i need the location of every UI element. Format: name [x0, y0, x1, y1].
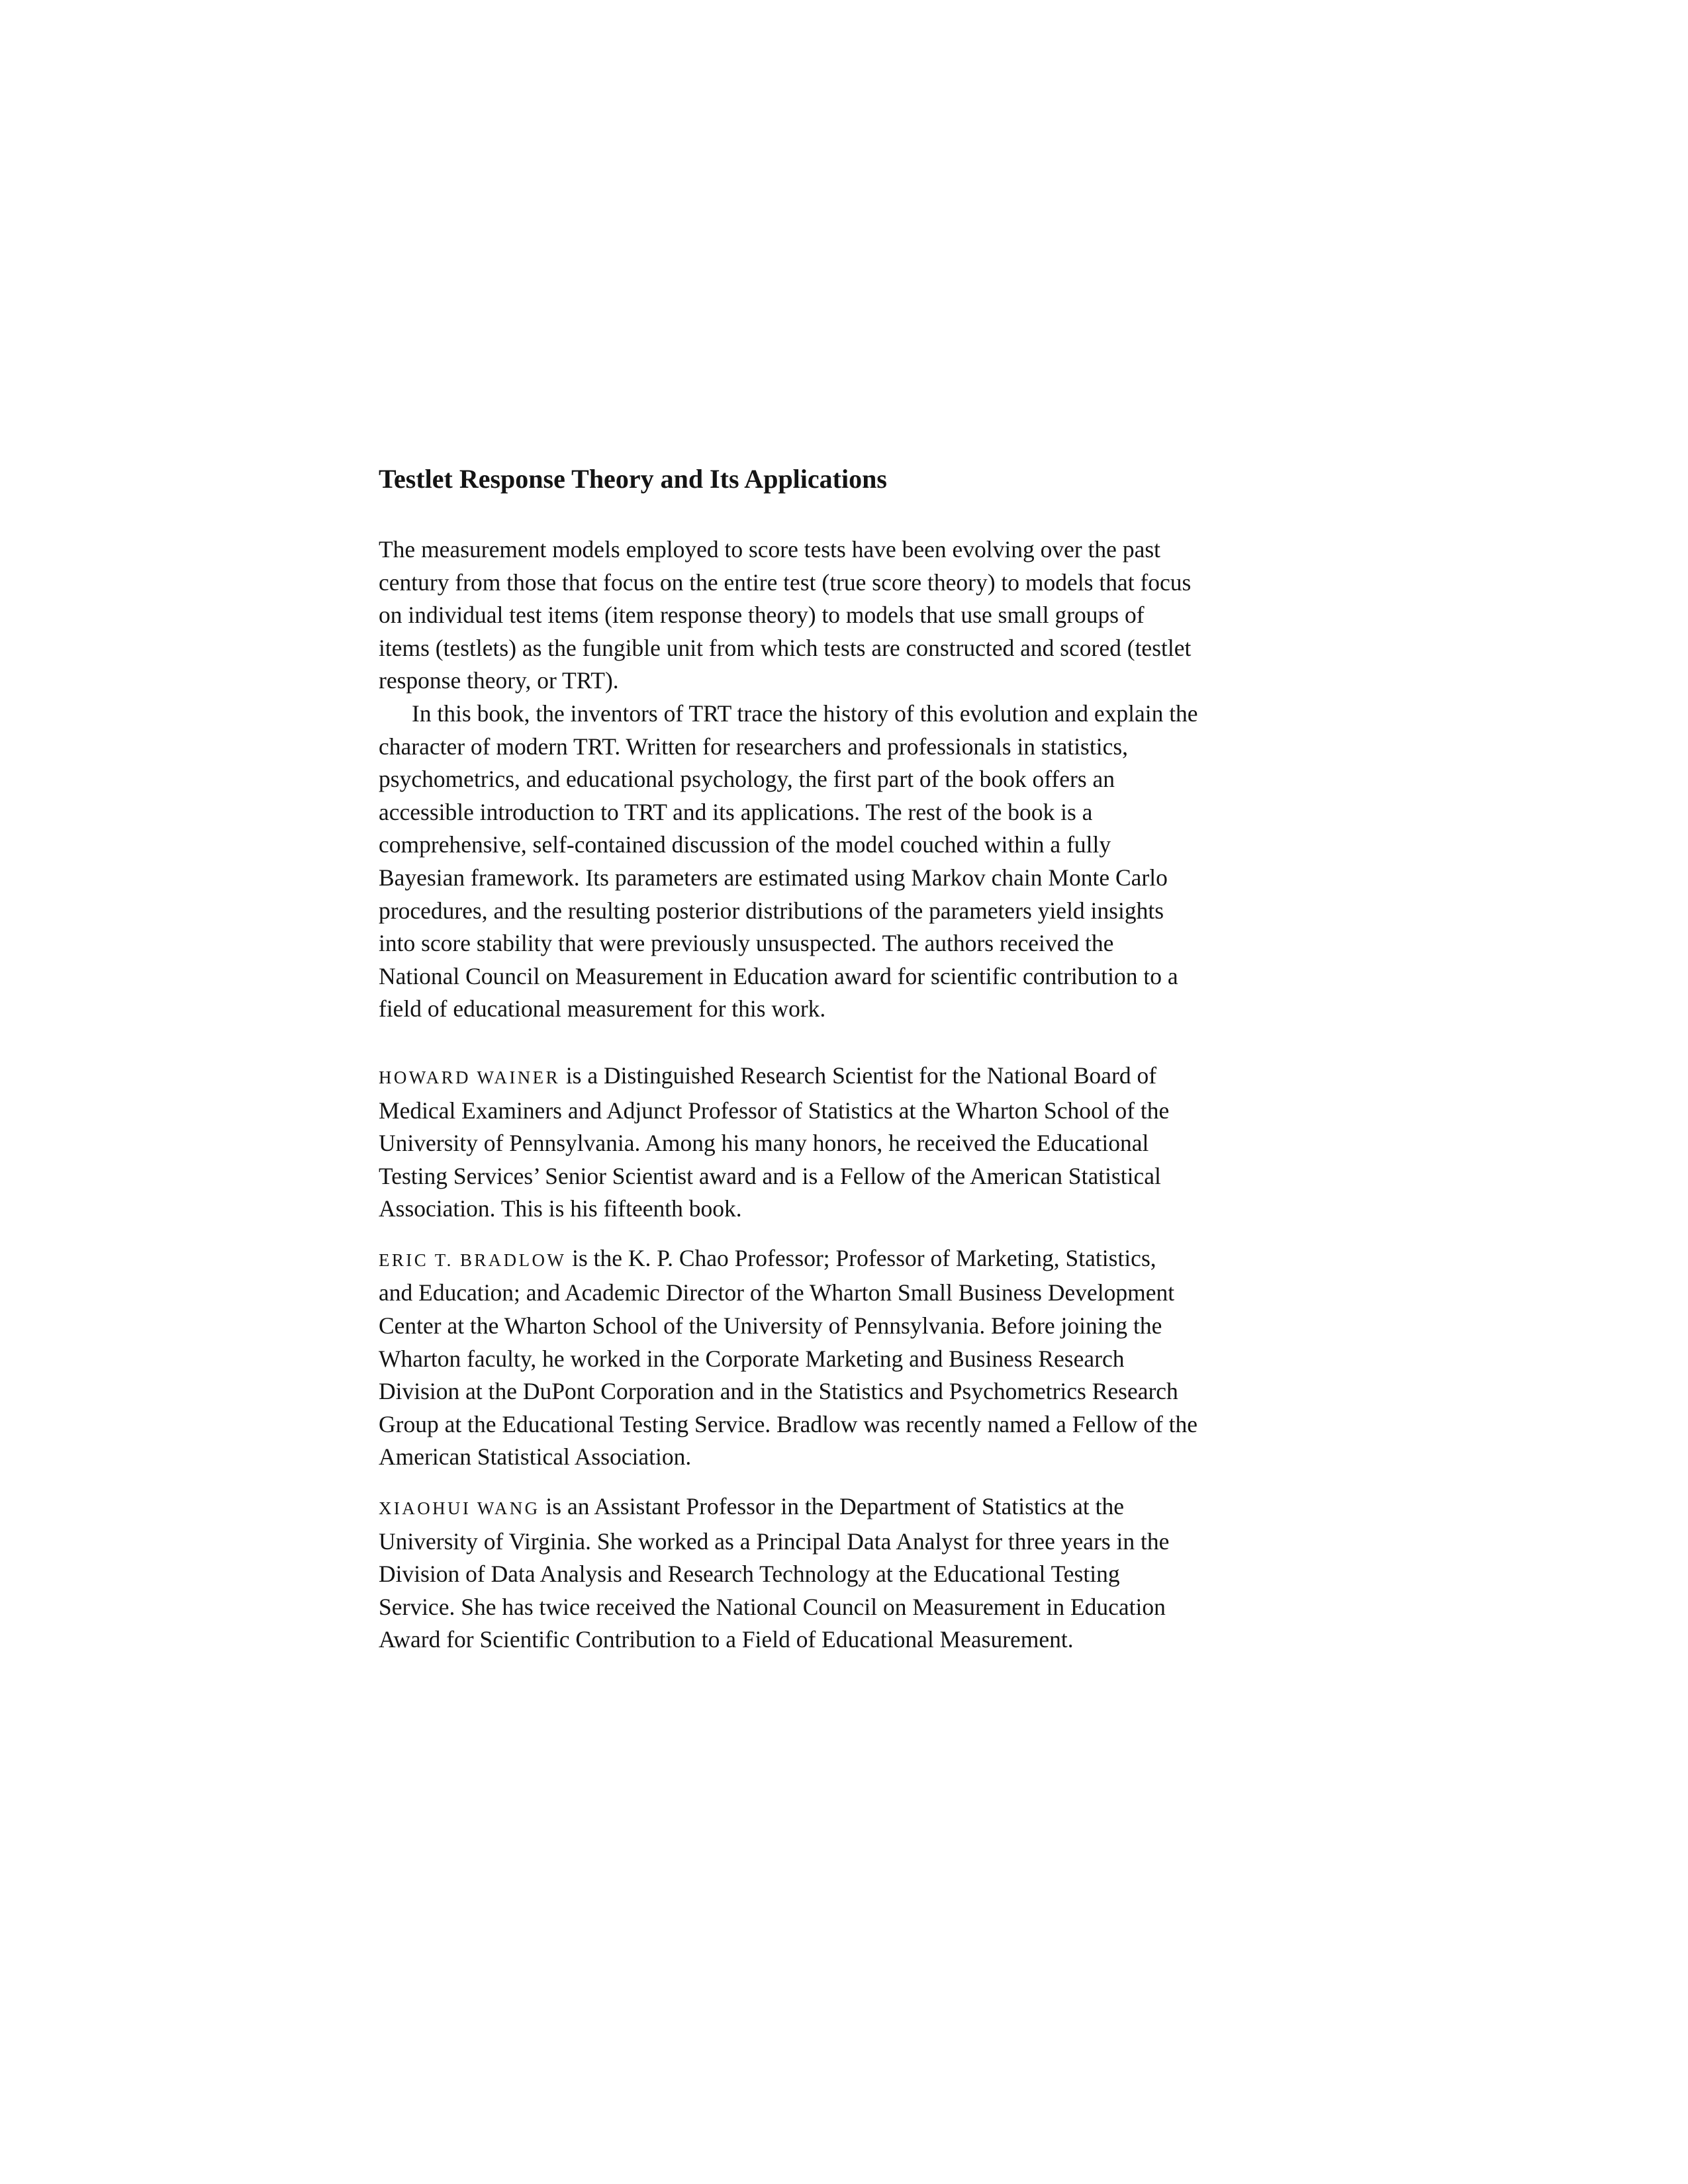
text-line: Wharton faculty, he worked in the Corporate Marketing and Business Research [379, 1345, 1125, 1372]
text-line [379, 1060, 1239, 1095]
text-line: comprehensive, self-contained discussion of the model couched within a fully [379, 831, 1111, 858]
text-line: Group at the Educational Testing Service. Bradlow was recently named a Fellow of the [379, 1410, 1198, 1437]
text-line: Service. She has twice received the National Council on Measurement in Education [379, 1593, 1166, 1620]
text-line: response theory, or TRT). [379, 667, 619, 694]
text-line: Center at the Wharton School of the University of Pennsylvania. Before joining the [379, 1312, 1162, 1340]
text-line: items (testlets) as the fungible unit from which tests are constructed and scored (testlet [379, 634, 1192, 661]
bio-text: is a Distinguished Research Scientist for the National Board of [559, 1062, 1157, 1089]
text-line: and Education; and Academic Director of the Wharton Small Business Development [379, 1279, 1175, 1306]
text-line: Division at the DuPont Corporation and in the Statistics and Psychometrics Research [379, 1378, 1178, 1405]
book-blurb-page [379, 463, 1239, 1657]
text-line: Division of Data Analysis and Research Technology at the Educational Testing [379, 1561, 1120, 1588]
text-line [379, 1490, 1239, 1525]
author-bio-wang [379, 1490, 1239, 1657]
text-line: field of educational measurement for this work. [379, 995, 826, 1023]
text-line: University of Virginia. She worked as a Principal Data Analyst for three years in the [379, 1527, 1170, 1555]
text-line: In this book, the inventors of TRT trace the history of this evolution and explain the [412, 700, 1198, 727]
author-bio-bradlow [379, 1242, 1239, 1474]
author-name: ERIC T. BRADLOW [379, 1250, 567, 1270]
text-line: procedures, and the resulting posterior distributions of the parameters yield insights [379, 897, 1164, 924]
text-line [379, 1242, 1239, 1277]
author-name: XIAOHUI WANG [379, 1498, 540, 1519]
book-description [379, 533, 1239, 1026]
description-paragraph-1 [379, 533, 1239, 698]
book-title: Testlet Response Theory and Its Applications [379, 464, 887, 494]
description-paragraph-2 [379, 698, 1239, 1026]
text-line: Bayesian framework. Its parameters are estimated using Markov chain Monte Carlo [379, 864, 1168, 891]
author-bio-wainer [379, 1060, 1239, 1226]
text-line: National Council on Measurement in Education award for scientific contribution to a [379, 962, 1178, 989]
text-line: into score stability that were previously unsuspected. The authors received the [379, 930, 1114, 957]
text-line: Medical Examiners and Adjunct Professor of Statistics at the Wharton School of the [379, 1097, 1170, 1124]
text-line: University of Pennsylvania. Among his many honors, he received the Educational [379, 1130, 1149, 1157]
text-line: American Statistical Association. [379, 1443, 692, 1471]
bio-text: is an Assistant Professor in the Department of Statistics at the [539, 1493, 1124, 1520]
text-line: psychometrics, and educational psychology, the first part of the book offers an [379, 766, 1115, 793]
text-line: accessible introduction to TRT and its applications. The rest of the book is a [379, 798, 1093, 825]
author-name: HOWARD WAINER [379, 1067, 560, 1087]
text-line: The measurement models employed to score tests have been evolving over the past [379, 536, 1160, 563]
text-line: Award for Scientific Contribution to a Field of Educational Measurement. [379, 1626, 1074, 1653]
text-line: character of modern TRT. Written for researchers and professionals in statistics, [379, 733, 1129, 760]
text-line: Testing Services’ Senior Scientist award and is a Fellow of the American Statistical [379, 1162, 1161, 1189]
text-line: Association. This is his fifteenth book. [379, 1195, 742, 1222]
text-line: on individual test items (item response theory) to models that use small groups of [379, 602, 1145, 629]
author-bios [379, 1060, 1239, 1657]
text-line: century from those that focus on the entire test (true score theory) to models that focus [379, 569, 1192, 596]
bio-text: is the K. P. Chao Professor; Professor of Marketing, Statistics, [566, 1244, 1156, 1271]
